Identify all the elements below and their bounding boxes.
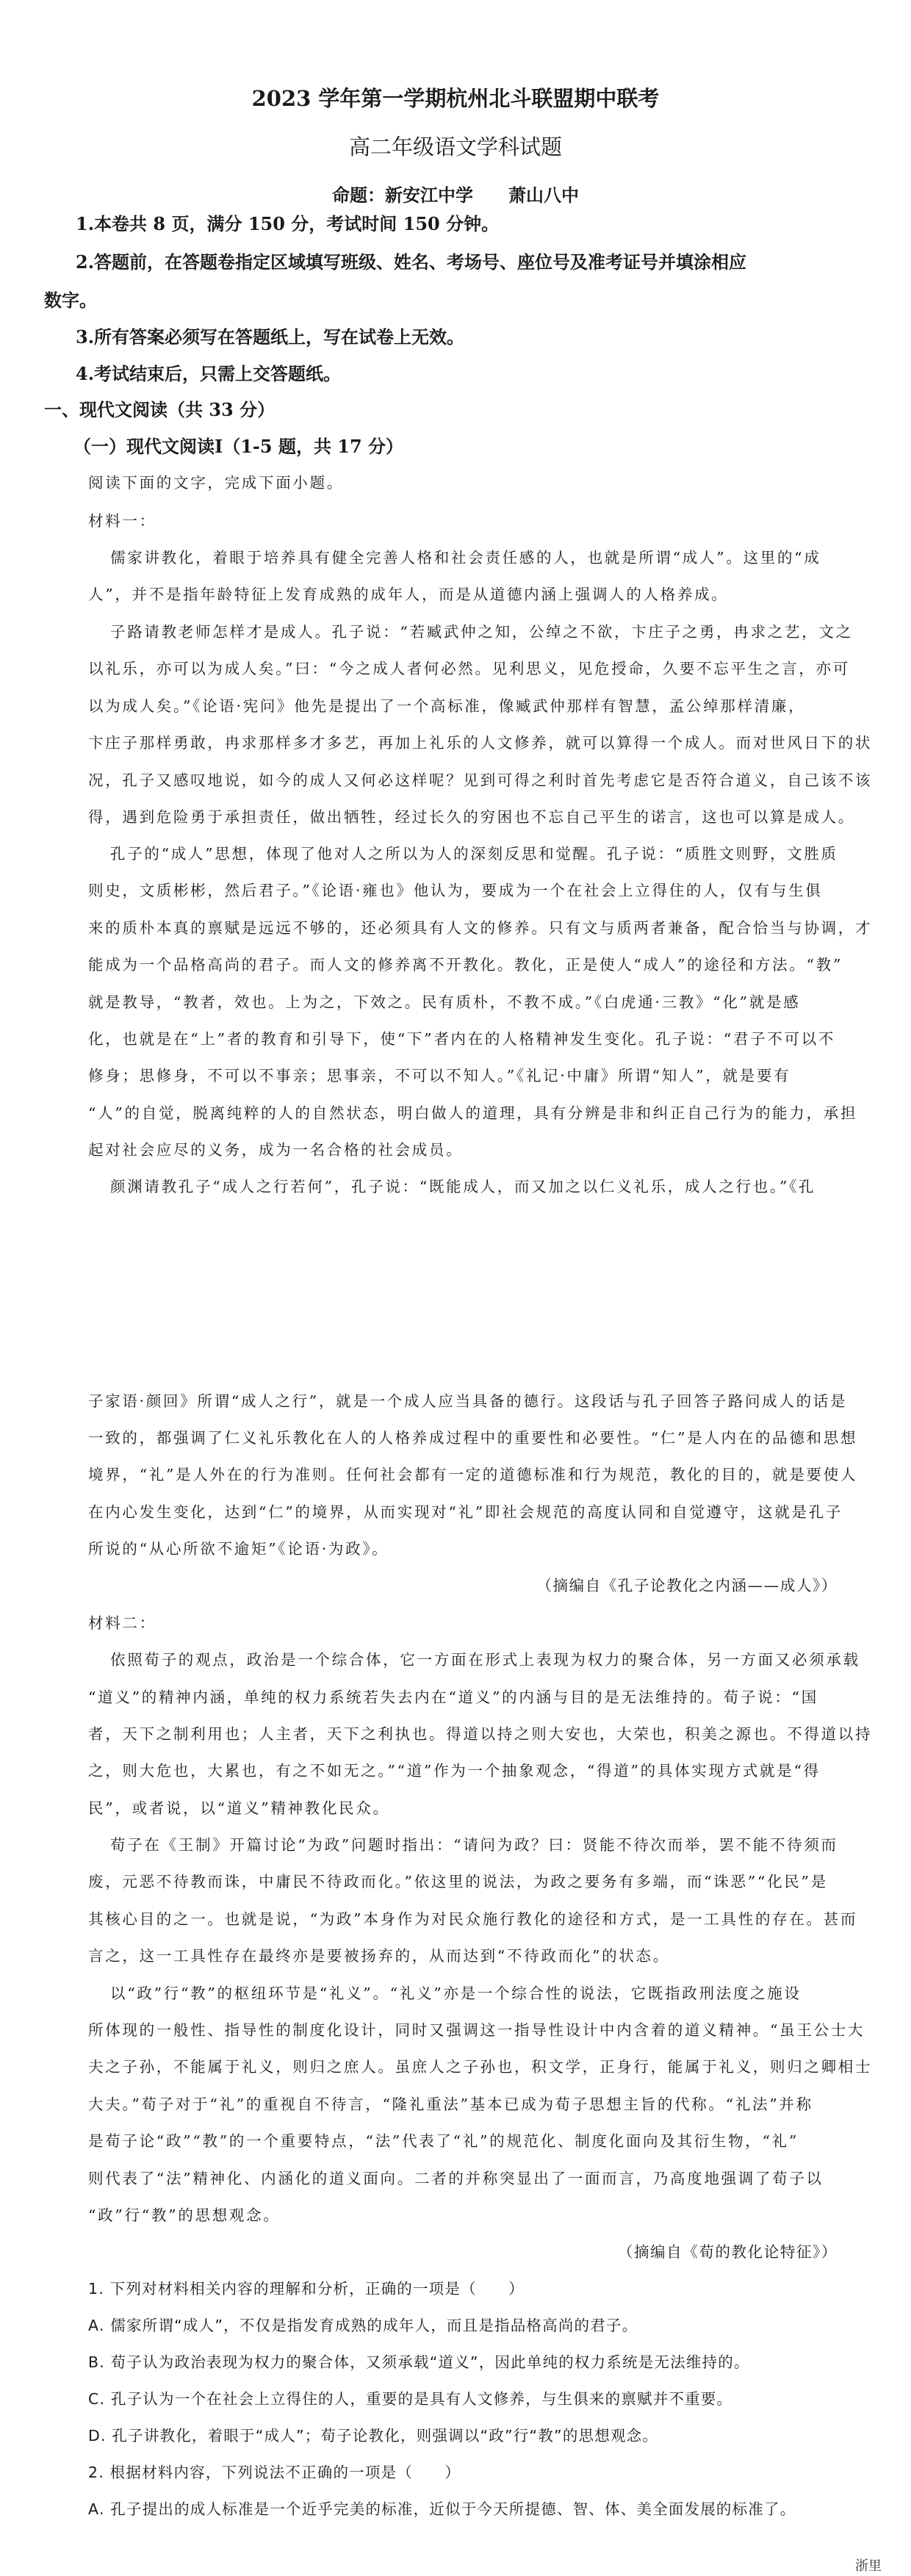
m2-line: 废，元恶不待教而诛，中庸民不待政而化。”依这里的说法，为政之要务有多端，而“诛恶”“化民”是	[88, 1873, 828, 1890]
m1-line: 颜渊请教孔子“成人之行若何”，孔子说：“既能成人，而又加之以仁义礼乐，成人之行也。”《孔	[110, 1178, 816, 1195]
m2-line: 其核心目的之一。也就是说，“为政”本身作为对民众施行教化的途径和方式，是一工具性的存在。甚而	[88, 1910, 858, 1928]
m1-line: 子路请教老师怎样才是成人。孔子说：“若臧武仲之知，公绰之不欲，卞庄子之勇，冉求之艺，文之	[110, 623, 853, 641]
m1-line: 况，孔子又感叹地说，如今的成人又何必这样呢？见到可得之利时首先考虑它是否符合道义，自己该不该	[88, 771, 873, 789]
exam-title: 2023 学年第一学期杭州北斗联盟期中联考	[251, 86, 660, 111]
section-subheading: （一）现代文阅读Ⅰ（1-5 题，共 17 分）	[73, 436, 404, 457]
question-2-stem: 2. 根据材料内容，下列说法不正确的一项是（ ）	[88, 2464, 461, 2481]
m2-line: 大夫。”荀子对于“礼”的重视自不待言，“隆礼重法”基本已成为荀子思想主旨的代称。“礼法”并称	[88, 2095, 813, 2113]
instruction-2-cont: 数字。	[44, 289, 97, 311]
material-2-source: （摘编自《荀的教化论特征》）	[617, 2243, 838, 2261]
section-heading: 一、现代文阅读（共 33 分）	[44, 399, 276, 420]
m1-line: 一致的，都强调了仁义礼乐教化在人的人格养成过程中的重要性和必要性。“仁”是人内在的品德和思想	[88, 1429, 858, 1447]
m2-line: “道义”的精神内涵，单纯的权力系统若失去内在“道义”的内涵与目的是无法维持的。荀子说：“国	[88, 1688, 818, 1706]
m1-line: 就是教导，“教者，效也。上为之，下效之。民有质朴，不教不成。”《白虎通·三教》“化”就是感	[88, 993, 801, 1011]
m2-line: 者，天下之制利用也；人主者，天下之利执也。得道以持之则大安也，大荣也，积美之源也。不得道以持	[88, 1725, 873, 1743]
material-1-source: （摘编自《孔子论教化之内涵——成人》）	[536, 1577, 838, 1594]
m1-line: 孔子的“成人”思想，体现了他对人之所以为人的深刻反思和觉醒。孔子说：“质胜文则野，文胜质	[110, 845, 838, 863]
m1-line: 在内心发生变化，达到“仁”的境界，从而实现对“礼”即社会规范的高度认同和自觉遵守，这就是孔子	[88, 1503, 843, 1521]
m1-line: 以为成人矣。”《论语·宪问》他先是提出了一个高标准，像臧武仲那样有智慧，孟公绰那样清廉，	[88, 697, 806, 715]
m2-line: 则代表了“法”精神化、内涵化的道义面向。二者的并称突显出了一面而言，乃高度地强调了荀子以	[88, 2170, 824, 2187]
material-2-label: 材料二：	[88, 1614, 156, 1632]
m1-line: 能成为一个品格高尚的君子。而人文的修养离不开教化。教化，正是使人“成人”的途径和方法。“教”	[88, 956, 843, 974]
question-1-stem: 1. 下列对材料相关内容的理解和分析，正确的一项是（ ）	[88, 2280, 525, 2298]
m1-line: 儒家讲教化，着眼于培养具有健全完善人格和社会责任感的人，也就是所谓“成人”。这里的“成	[110, 549, 821, 566]
m2-line: “政”行“教”的思想观念。	[88, 2206, 281, 2224]
m1-line: 化，也就是在“上”者的教育和引导下，使“下”者内在的人格精神发生变化。孔子说：“君子不可以不	[88, 1030, 836, 1048]
m2-line: 所体现的一般性、指导性的制度化设计，同时又强调这一指导性设计中内含着的道义精神。“虽王公士大	[88, 2021, 865, 2039]
instruction-2: 2.答题前，在答题卷指定区域填写班级、姓名、考场号、座位号及准考证号并填涂相应	[76, 251, 747, 273]
instruction-1: 1.本卷共 8 页，满分 150 分，考试时间 150 分钟。	[76, 213, 500, 234]
m2-line: 是荀子论“政”“教”的一个重要特点，“法”代表了“礼”的规范化、制度化面向及其衍生物，“礼”	[88, 2132, 799, 2150]
reading-lead: 阅读下面的文字，完成下面小题。	[88, 474, 344, 492]
m1-line: 所说的“从心所欲不逾矩”《论语·为政》。	[88, 1540, 389, 1558]
m1-line: 来的质朴本真的禀赋是远远不够的，还必须具有人文的修养。只有文与质两者兼备，配合恰当与协调，才	[88, 919, 873, 937]
question-1-option-c: C. 孔子认为一个在社会上立得住的人，重要的是具有人文修养，与生俱来的禀赋并不重要。	[88, 2390, 733, 2408]
m1-line: “人”的自觉，脱离纯粹的人的自然状态，明白做人的道理，具有分辨是非和纠正自己行为的能力，承担	[88, 1104, 858, 1122]
material-1-label: 材料一：	[88, 512, 156, 530]
m2-line: 言之，这一工具性存在最终亦是要被扬弃的，从而达到“不待政而化”的状态。	[88, 1947, 670, 1965]
question-1-option-d: D. 孔子讲教化，着眼于“成人”；荀子论教化，则强调以“政”行“教”的思想观念。	[88, 2427, 659, 2444]
m2-line: 荀子在《王制》开篇讨论“为政”问题时指出：“请问为政？曰：贤能不待次而举，罢不能不待须而	[110, 1836, 838, 1854]
m2-line: 夫之子孙，不能属于礼义，则归之庶人。虽庶人之子孙也，积文学，正身行，能属于礼义，则归之卿相士	[88, 2058, 873, 2076]
m1-line: 修身；思修身，不可以不事亲；思事亲，不可以不知人。”《礼记·中庸》所谓“知人”，就是要有	[88, 1067, 791, 1084]
m2-line: 民”，或者说，以“道义”精神教化民众。	[88, 1799, 390, 1817]
question-1-option-a: A. 儒家所谓“成人”，不仅是指发育成熟的成年人，而且是指品格高尚的君子。	[88, 2317, 638, 2334]
m1-line: 子家语·颜回》所谓“成人之行”，就是一个成人应当具备的德行。这段话与孔子回答子路问成人的话是	[88, 1392, 848, 1410]
m1-line: 境界，“礼”是人外在的行为准则。任何社会都有一定的道德标准和行为规范，教化的目的，就是要使人	[88, 1466, 858, 1483]
m1-line: 以礼乐，亦可以为成人矣。”曰：“今之成人者何必然。见利思义，见危授命，久要不忘平生之言，亦可	[88, 660, 850, 677]
m1-line: 卞庄子那样勇敢，冉求那样多才多艺，再加上礼乐的人文修养，就可以算得一个成人。而对世风日下的状	[88, 734, 873, 752]
footer-watermark: 浙里	[855, 2558, 882, 2574]
m2-line: 之，则大危也，大累也，有之不如无之。”“道”作为一个抽象观念，“得道”的具体实现方式就是“得	[88, 1762, 821, 1780]
m2-line: 依照荀子的观点，政治是一个综合体，它一方面在形式上表现为权力的聚合体，另一方面又必须承载	[110, 1651, 860, 1669]
m2-line: 以“政”行“教”的枢纽环节是“礼义”。“礼义”亦是一个综合性的说法，它既指政刑法度之施设	[110, 1985, 802, 2002]
exam-authors: 命题：新安江中学 萧山八中	[332, 184, 579, 206]
exam-subtitle: 高二年级语文学科试题	[348, 134, 562, 159]
question-1-option-b: B. 荀子认为政治表现为权力的聚合体，又须承载“道义”，因此单纯的权力系统是无法维持的。	[88, 2353, 750, 2371]
m1-line: 则史，文质彬彬，然后君子。”《论语·雍也》他认为，要成为一个在社会上立得住的人，仅有与生俱	[88, 882, 823, 899]
m1-line: 人”，并不是指年龄特征上发育成熟的成年人，而是从道德内涵上强调人的人格养成。	[88, 586, 729, 603]
question-2-option-a: A. 孔子提出的成人标准是一个近乎完美的标准，近似于今天所提德、智、体、美全面发展的标准了。	[88, 2500, 796, 2518]
instruction-4: 4.考试结束后，只需上交答题纸。	[76, 363, 342, 384]
instruction-3: 3.所有答案必须写在答题纸上，写在试卷上无效。	[76, 326, 465, 348]
m1-line: 得，遇到危险勇于承担责任，做出牺牲，经过长久的穷困也不忘自己平生的诺言，这也可以算是成人。	[88, 808, 855, 826]
m1-line: 起对社会应尽的义务，成为一名合格的社会成员。	[88, 1141, 464, 1159]
